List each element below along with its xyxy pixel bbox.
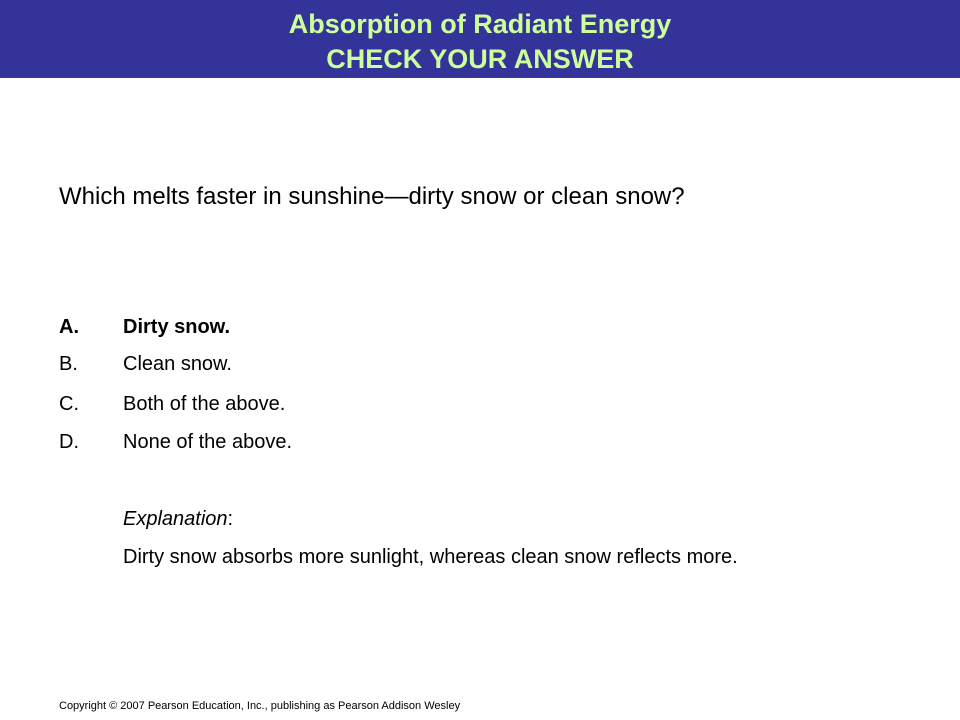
option-c-text: Both of the above. (123, 393, 286, 415)
option-a-letter: A. (59, 316, 79, 338)
title-bar (0, 0, 960, 78)
copyright-footer: Copyright © 2007 Pearson Education, Inc., publishing as Pearson Addison Wesley (59, 700, 461, 712)
question-text: Which melts faster in sunshine—dirty snow or clean snow? (59, 183, 685, 210)
explanation-label (123, 505, 233, 533)
explanation-text: Dirty snow absorbs more sunlight, whereas clean snow reflects more. (123, 546, 738, 568)
explanation-label-colon: : (227, 508, 234, 530)
slide-subtitle: CHECK YOUR ANSWER (326, 44, 634, 74)
option-d-letter: D. (59, 431, 79, 453)
option-b-letter: B. (59, 353, 78, 375)
option-d-text: None of the above. (123, 431, 293, 453)
slide-title: Absorption of Radiant Energy (288, 9, 672, 39)
option-c-letter: C. (59, 393, 79, 415)
explanation-label-text: Explanation (123, 508, 228, 530)
option-b-text: Clean snow. (123, 353, 232, 375)
option-a-text: Dirty snow. (123, 316, 231, 338)
